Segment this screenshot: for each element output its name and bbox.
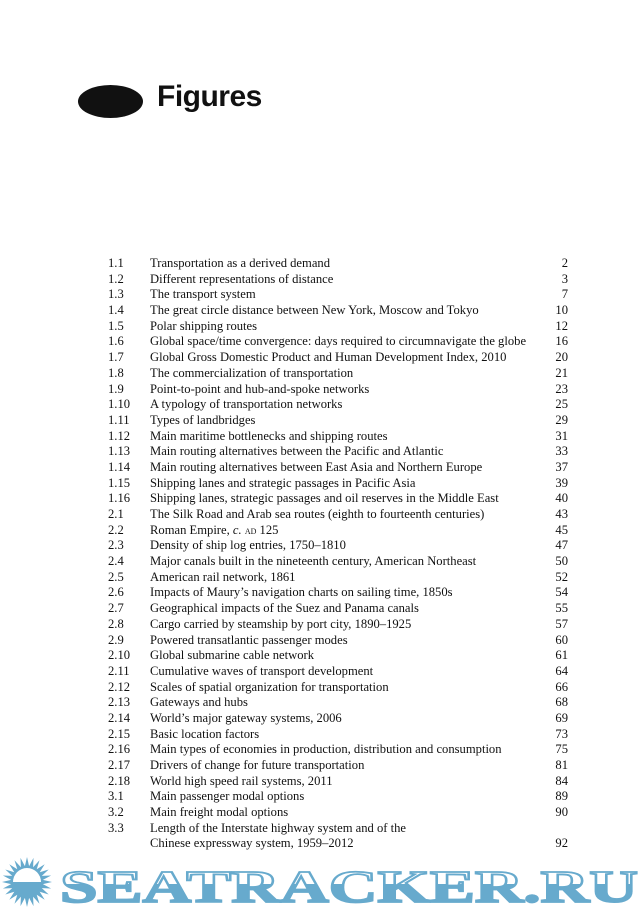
figure-entry xyxy=(108,538,568,554)
figure-entry xyxy=(108,287,568,303)
figure-number: 2.7 xyxy=(108,601,124,616)
figure-number: 2.1 xyxy=(108,507,124,521)
figure-page: 10 xyxy=(555,303,568,318)
figure-title: Chinese expressway system, 1959–2012 xyxy=(150,836,354,851)
figure-title: Polar shipping routes xyxy=(150,318,258,333)
figure-title: Length of the Interstate highway system and of the xyxy=(150,820,407,835)
figure-number: 1.3 xyxy=(108,287,124,302)
figure-number: 2.2 xyxy=(108,522,124,537)
figure-entry xyxy=(108,836,568,852)
figure-title: Point-to-point and hub-and-spoke networks xyxy=(150,381,370,396)
figure-entry xyxy=(108,601,568,617)
figure-page: 60 xyxy=(555,632,568,647)
figure-entry xyxy=(108,334,568,350)
chapter-marker xyxy=(78,85,143,118)
figure-number: 1.15 xyxy=(108,475,131,490)
figure-entry xyxy=(108,664,568,680)
figure-title: World’s major gateway systems, 2006 xyxy=(150,710,342,725)
figure-number: 1.5 xyxy=(108,318,124,333)
figure-page: 39 xyxy=(555,475,568,490)
figure-page: 66 xyxy=(555,679,568,694)
figure-number: 2.5 xyxy=(108,569,124,584)
figure-title: Shipping lanes, strategic passages and oil reserves in the Middle East xyxy=(150,491,499,506)
figure-title: Types of landbridges xyxy=(150,412,256,427)
figure-page: 89 xyxy=(555,789,568,804)
figure-entry xyxy=(108,585,568,601)
figure-page: 3 xyxy=(561,271,568,286)
figure-entry xyxy=(108,319,568,335)
figure-page: 37 xyxy=(555,459,568,474)
figure-number: 1.7 xyxy=(108,350,124,365)
figure-number: 2.4 xyxy=(108,554,124,569)
figure-title: World high speed rail systems, 2011 xyxy=(150,773,333,788)
figure-title: Main maritime bottlenecks and shipping routes xyxy=(150,428,388,443)
sun-icon xyxy=(2,857,52,907)
figure-entry xyxy=(108,617,568,633)
figure-number: 2.10 xyxy=(108,648,131,663)
figure-entry xyxy=(108,821,568,837)
figure-title: The commercialization of transportation xyxy=(150,365,354,380)
figure-page: 92 xyxy=(555,836,568,851)
figure-title: Main freight modal options xyxy=(150,805,289,820)
figure-number: 3.1 xyxy=(108,789,124,804)
figure-number: 1.8 xyxy=(108,365,124,380)
figure-entry xyxy=(108,695,568,711)
figure-page: 12 xyxy=(555,318,568,333)
figure-page: 55 xyxy=(555,601,568,616)
figure-title: Main passenger modal options xyxy=(150,789,305,804)
figure-number: 2.12 xyxy=(108,679,131,694)
figure-number: 2.15 xyxy=(108,726,131,741)
figure-number: 2.6 xyxy=(108,585,124,600)
figure-title: Main types of economies in production, distribution and consumption xyxy=(150,742,502,757)
figure-number: 1.11 xyxy=(108,412,130,427)
figure-title: Different representations of distance xyxy=(150,271,334,286)
figure-entry xyxy=(108,570,568,586)
figure-title: Shipping lanes and strategic passages in Pacific Asia xyxy=(150,475,416,490)
figure-title: Global Gross Domestic Product and Human Development Index, 2010 xyxy=(150,350,507,365)
figure-entry xyxy=(108,805,568,821)
figure-entry xyxy=(108,382,568,398)
figure-number: 2.18 xyxy=(108,773,131,788)
figure-page: 73 xyxy=(555,726,568,741)
figure-entry xyxy=(108,554,568,570)
figure-number: 2.13 xyxy=(108,695,131,710)
figure-number: 1.9 xyxy=(108,381,124,396)
figure-page: 21 xyxy=(555,365,568,380)
figure-entry xyxy=(108,648,568,664)
figure-entry xyxy=(108,523,568,539)
figure-page: 81 xyxy=(555,758,568,772)
figure-title: The great circle distance between New York, Moscow and Tokyo xyxy=(150,303,479,318)
figure-title: Geographical impacts of the Suez and Panama canals xyxy=(150,601,419,616)
figure-entry xyxy=(108,774,568,790)
figure-number: 1.4 xyxy=(108,303,124,318)
figure-title: A typology of transportation networks xyxy=(150,397,343,412)
figure-number: 1.2 xyxy=(108,271,124,286)
figure-page: 64 xyxy=(555,663,568,678)
figure-page: 45 xyxy=(555,522,568,537)
figure-page: 61 xyxy=(555,648,568,663)
figure-entry xyxy=(108,460,568,476)
figure-entry xyxy=(108,507,568,523)
figure-entry xyxy=(108,742,568,758)
figure-page: 75 xyxy=(555,742,568,757)
figure-title: The transport system xyxy=(150,287,256,302)
figure-page: 54 xyxy=(555,585,568,600)
figure-page: 31 xyxy=(555,428,568,443)
figure-entry xyxy=(108,397,568,413)
figure-page: 57 xyxy=(555,616,568,631)
figure-title: Main routing alternatives between East Asia and Northern Europe xyxy=(150,459,483,474)
figure-number: 2.16 xyxy=(108,742,131,757)
figure-page: 20 xyxy=(555,350,568,365)
figure-entry xyxy=(108,444,568,460)
figure-page: 2 xyxy=(561,256,568,270)
figure-title: Powered transatlantic passenger modes xyxy=(150,632,348,647)
figure-title: Main routing alternatives between the Pacific and Atlantic xyxy=(150,444,444,459)
figure-page: 33 xyxy=(555,444,568,459)
figure-page: 84 xyxy=(555,773,568,788)
figure-number: 2.11 xyxy=(108,663,130,678)
figure-number: 2.14 xyxy=(108,710,131,725)
figure-entry xyxy=(108,303,568,319)
figure-title: Roman Empire, c. ad 125 xyxy=(150,522,279,537)
figure-number: 1.10 xyxy=(108,397,131,412)
figure-entry xyxy=(108,476,568,492)
page-title: Figures xyxy=(157,80,262,113)
figure-number: 1.1 xyxy=(108,256,124,270)
figure-page: 29 xyxy=(555,412,568,427)
figure-number: 1.6 xyxy=(108,334,124,349)
figure-entry xyxy=(108,711,568,727)
figure-title: Impacts of Maury’s navigation charts on sailing time, 1850s xyxy=(150,585,453,600)
figure-page: 69 xyxy=(555,710,568,725)
figure-number: 1.12 xyxy=(108,428,131,443)
figures-list xyxy=(108,256,568,852)
figure-page: 50 xyxy=(555,554,568,569)
figure-entry xyxy=(108,429,568,445)
figure-number: 1.16 xyxy=(108,491,131,506)
figure-page: 16 xyxy=(555,334,568,349)
figure-entry xyxy=(108,633,568,649)
figure-number: 2.9 xyxy=(108,632,124,647)
figure-page: 68 xyxy=(555,695,568,710)
figure-title: Density of ship log entries, 1750–1810 xyxy=(150,538,346,553)
figure-entry xyxy=(108,680,568,696)
figure-entry xyxy=(108,789,568,805)
figure-title: American rail network, 1861 xyxy=(150,569,296,584)
figure-number: 2.8 xyxy=(108,616,124,631)
figure-page: 7 xyxy=(561,287,568,302)
figure-title: Scales of spatial organization for transportation xyxy=(150,679,389,694)
figure-page: 40 xyxy=(555,491,568,506)
figure-page: 23 xyxy=(555,381,568,396)
figure-number: 3.2 xyxy=(108,805,124,820)
figure-title: Basic location factors xyxy=(150,726,260,741)
figure-entry xyxy=(108,727,568,743)
figure-title: Gateways and hubs xyxy=(150,695,248,710)
figure-title: The Silk Road and Arab sea routes (eighth to fourteenth centuries) xyxy=(150,507,485,521)
figure-page: 43 xyxy=(555,507,568,521)
figure-page: 25 xyxy=(555,397,568,412)
figure-title: Drivers of change for future transportation xyxy=(150,758,365,772)
figure-title: Transportation as a derived demand xyxy=(150,256,331,270)
figure-entry xyxy=(108,272,568,288)
figure-title: Major canals built in the nineteenth century, American Northeast xyxy=(150,554,477,569)
figure-number: 2.3 xyxy=(108,538,124,553)
figure-entry xyxy=(108,350,568,366)
figure-title: Cargo carried by steamship by port city, 1890–1925 xyxy=(150,616,412,631)
figure-entry xyxy=(108,491,568,507)
figure-page: 52 xyxy=(555,569,568,584)
figure-number: 3.3 xyxy=(108,820,124,835)
figure-title: Global space/time convergence: days required to circumnavigate the globe xyxy=(150,334,527,349)
figure-entry xyxy=(108,256,568,272)
figure-entry xyxy=(108,413,568,429)
figure-number: 2.17 xyxy=(108,758,131,772)
figure-number: 1.14 xyxy=(108,459,131,474)
figure-title: Cumulative waves of transport development xyxy=(150,663,374,678)
figure-page: 47 xyxy=(555,538,568,553)
figure-title: Global submarine cable network xyxy=(150,648,315,663)
figure-entry xyxy=(108,758,568,774)
watermark-logo xyxy=(0,856,644,907)
figure-number: 1.13 xyxy=(108,444,131,459)
figure-entry xyxy=(108,366,568,382)
watermark-text: SEATRACKER.RU xyxy=(60,861,638,907)
figure-page: 90 xyxy=(555,805,568,820)
